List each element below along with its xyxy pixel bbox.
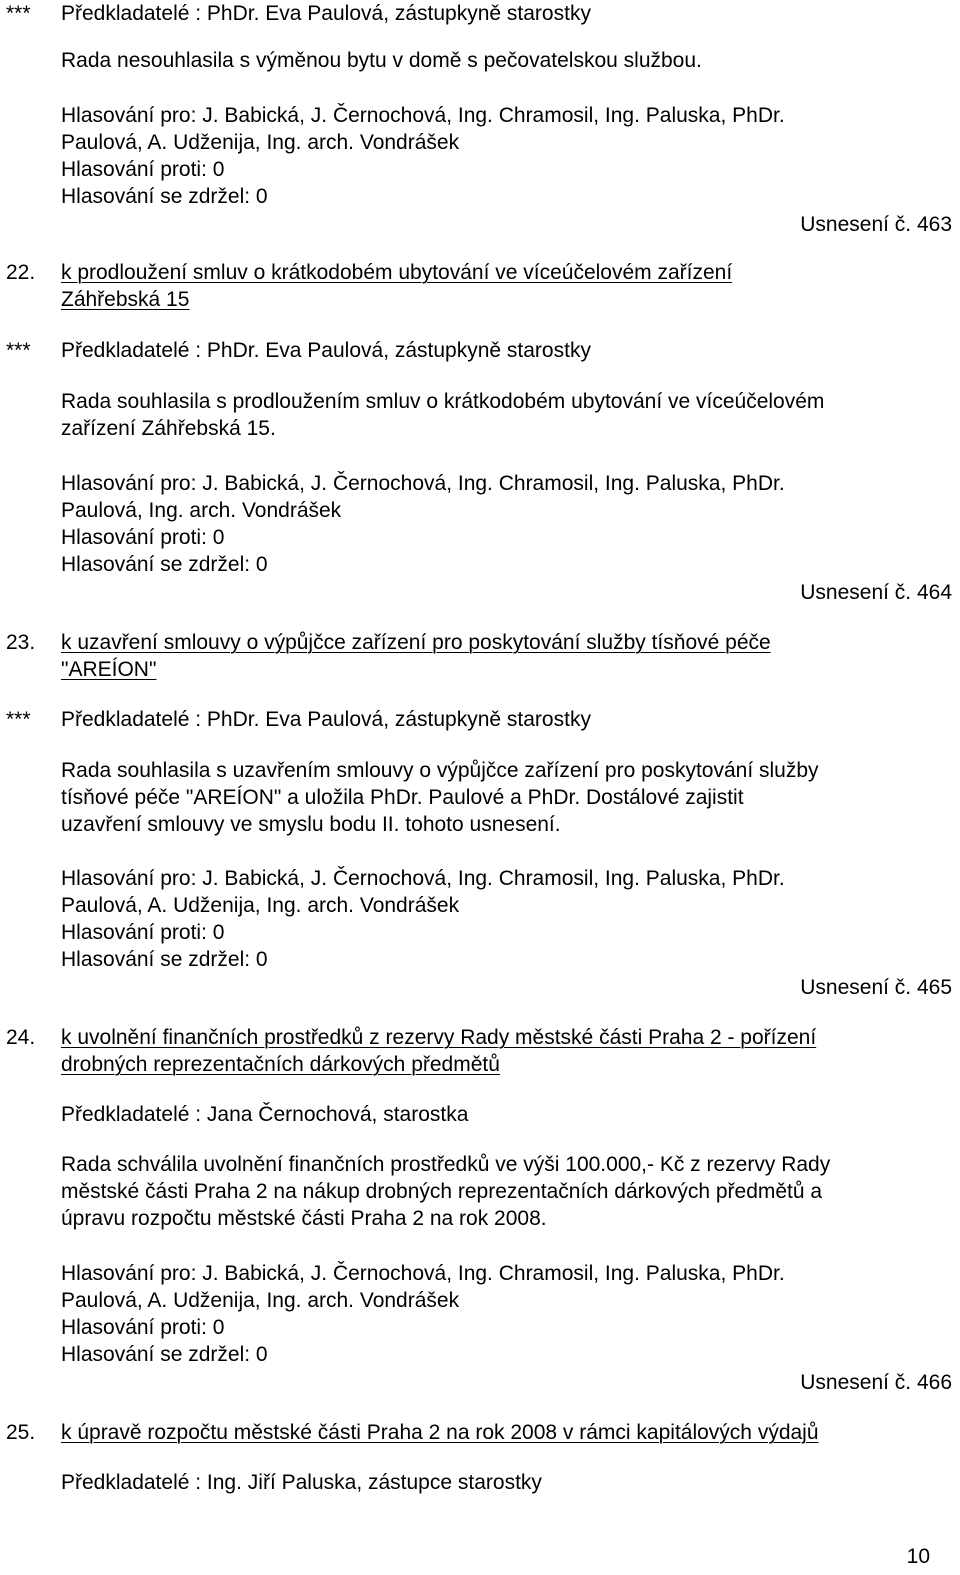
item-title: Záhřebská 15 (61, 288, 190, 311)
item-title: drobných reprezentačních dárkových předmětů (61, 1053, 500, 1076)
votes-for: Paulová, Ing. arch. Vondrášek (61, 499, 342, 522)
item-number: 22. (6, 261, 36, 284)
votes-for: Hlasování pro: J. Babická, J. Černochová, Ing. Chramosil, Ing. Paluska, PhDr. (61, 1262, 785, 1285)
votes-abstained: Hlasování se zdržel: 0 (61, 185, 268, 208)
votes-against: Hlasování proti: 0 (61, 921, 225, 944)
presenter-line: Předkladatelé : PhDr. Eva Paulová, zástupkyně starostky (61, 2, 591, 25)
votes-against: Hlasování proti: 0 (61, 158, 225, 181)
presenter-line: Předkladatelé : PhDr. Eva Paulová, zástupkyně starostky (61, 708, 591, 731)
votes-for: Paulová, A. Udženija, Ing. arch. Vondrášek (61, 894, 460, 917)
resolution-number: Usnesení č. 464 (800, 581, 952, 604)
item-number: 23. (6, 631, 36, 654)
decision-text: Rada souhlasila s prodloužením smluv o krátkodobém ubytování ve víceúčelovém (61, 390, 825, 413)
star-marker: *** (6, 708, 31, 731)
votes-abstained: Hlasování se zdržel: 0 (61, 1343, 268, 1366)
votes-for: Paulová, A. Udženija, Ing. arch. Vondrášek (61, 1289, 460, 1312)
decision-text: městské části Praha 2 na nákup drobných reprezentačních dárkových předmětů a (61, 1180, 823, 1203)
votes-for: Hlasování pro: J. Babická, J. Černochová, Ing. Chramosil, Ing. Paluska, PhDr. (61, 104, 785, 127)
votes-abstained: Hlasování se zdržel: 0 (61, 948, 268, 971)
decision-text: Rada souhlasila s uzavřením smlouvy o výpůjčce zařízení pro poskytování služby (61, 759, 819, 782)
votes-for: Hlasování pro: J. Babická, J. Černochová, Ing. Chramosil, Ing. Paluska, PhDr. (61, 867, 785, 890)
item-title: k uzavření smlouvy o výpůjčce zařízení pro poskytování služby tísňové péče (61, 631, 771, 654)
presenter-line: Předkladatelé : Jana Černochová, starostka (61, 1103, 469, 1126)
votes-for: Paulová, A. Udženija, Ing. arch. Vondrášek (61, 131, 460, 154)
votes-against: Hlasování proti: 0 (61, 1316, 225, 1339)
votes-for: Hlasování pro: J. Babická, J. Černochová, Ing. Chramosil, Ing. Paluska, PhDr. (61, 472, 785, 495)
votes-against: Hlasování proti: 0 (61, 526, 225, 549)
item-title: k prodloužení smluv o krátkodobém ubytování ve víceúčelovém zařízení (61, 261, 733, 284)
star-marker: *** (6, 2, 31, 25)
item-title: k uvolnění finančních prostředků z rezervy Rady městské části Praha 2 - pořízení (61, 1026, 817, 1049)
item-number: 25. (6, 1421, 36, 1444)
decision-text: tísňové péče "AREÍON" a uložila PhDr. Paulové a PhDr. Dostálové zajistit (61, 786, 744, 809)
resolution-number: Usnesení č. 465 (800, 976, 952, 999)
presenter-line: Předkladatelé : PhDr. Eva Paulová, zástupkyně starostky (61, 339, 591, 362)
votes-abstained: Hlasování se zdržel: 0 (61, 553, 268, 576)
decision-text: zařízení Záhřebská 15. (61, 417, 276, 440)
decision-text: Rada nesouhlasila s výměnou bytu v domě s pečovatelskou službou. (61, 49, 702, 72)
item-number: 24. (6, 1026, 36, 1049)
resolution-number: Usnesení č. 466 (800, 1371, 952, 1394)
decision-text: Rada schválila uvolnění finančních prostředků ve výši 100.000,- Kč z rezervy Rady (61, 1153, 831, 1176)
item-title: k úpravě rozpočtu městské části Praha 2 na rok 2008 v rámci kapitálových výdajů (61, 1421, 819, 1444)
item-title: "AREÍON" (61, 658, 157, 681)
resolution-number: Usnesení č. 463 (800, 213, 952, 236)
decision-text: úpravu rozpočtu městské části Praha 2 na rok 2008. (61, 1207, 547, 1230)
page-number: 10 (906, 1545, 930, 1568)
decision-text: uzavření smlouvy ve smyslu bodu II. tohoto usnesení. (61, 813, 561, 836)
presenter-line: Předkladatelé : Ing. Jiří Paluska, zástupce starostky (61, 1471, 542, 1494)
star-marker: *** (6, 339, 31, 362)
